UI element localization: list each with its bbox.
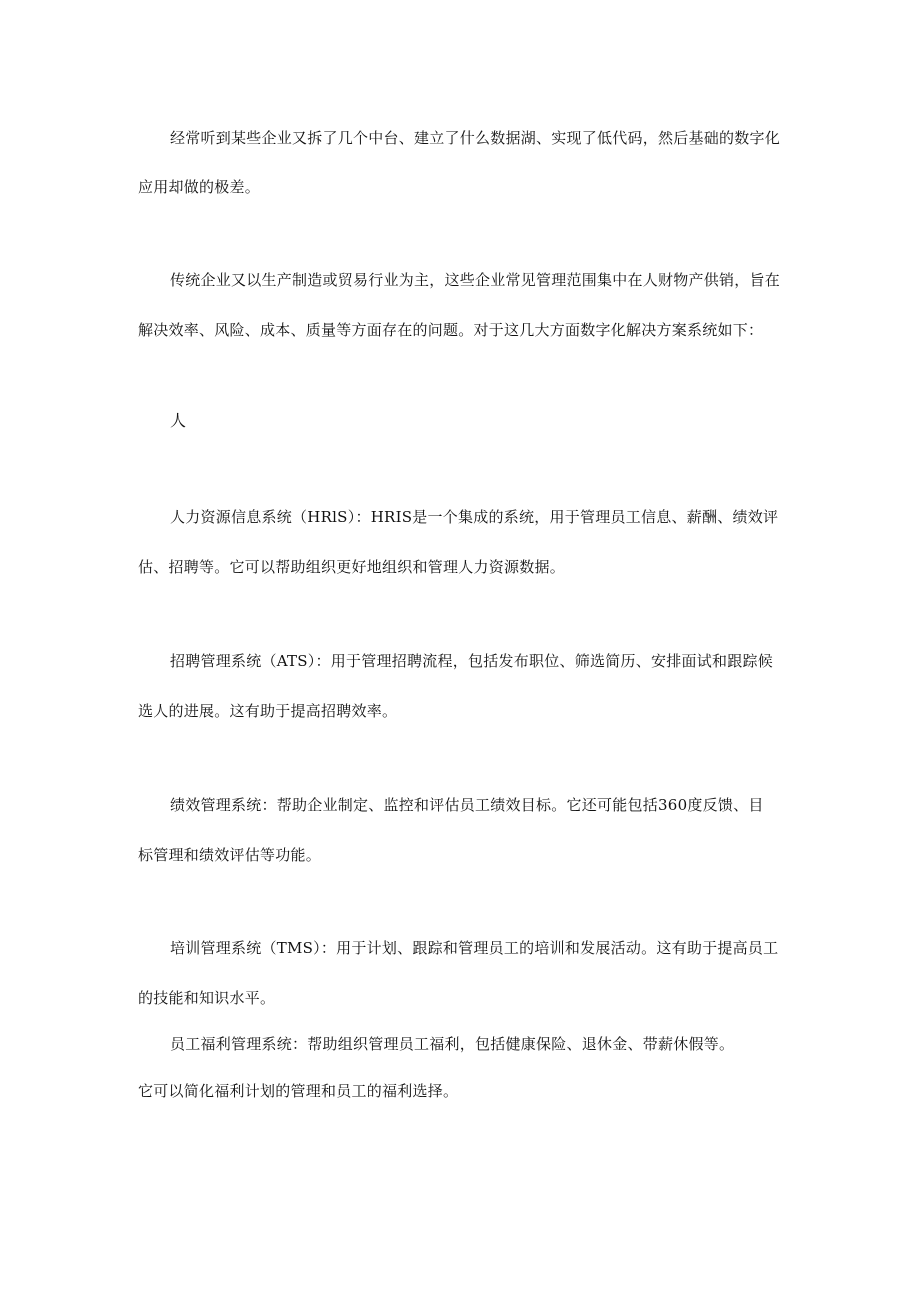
hris-line-2: 估、招聘等。它可以帮助组织更好地组织和管理人力资源数据。 <box>138 558 566 576</box>
traditional-enterprise-line-1: 传统企业又以生产制造或贸易行业为主，这些企业常见管理范围集中在人财物产供销，旨在 <box>170 271 781 289</box>
intro-line-2: 应用却做的极差。 <box>138 178 261 196</box>
hris-line-1: 人力资源信息系统（HRlS）：HRIS是一个集成的系统，用于管理员工信息、薪酬、绩效评 <box>170 508 779 526</box>
performance-line-1: 绩效管理系统：帮助企业制定、监控和评估员工绩效目标。它还可能包括360度反馈、目 <box>170 796 764 814</box>
traditional-enterprise-line-2: 解决效率、风险、成本、质量等方面存在的问题。对于这几大方面数字化解决方案系统如下： <box>138 321 764 339</box>
training-line-1: 培训管理系统（TMS）：用于计划、跟踪和管理员工的培训和发展活动。这有助于提高员工 <box>170 939 779 957</box>
benefits-line-1: 员工福利管理系统：帮助组织管理员工福利，包括健康保险、退休金、带薪休假等。 <box>170 1035 735 1053</box>
training-line-2: 的技能和知识水平。 <box>138 989 276 1007</box>
benefits-line-2: 它可以简化福利计划的管理和员工的福利选择。 <box>138 1082 459 1100</box>
ats-line-1: 招聘管理系统（ATS）：用于管理招聘流程，包括发布职位、筛选简历、安排面试和跟踪候 <box>170 652 774 670</box>
intro-line-1: 经常听到某些企业又拆了几个中台、建立了什么数据湖、实现了低代码，然后基础的数字化 <box>170 129 781 147</box>
performance-line-2: 标管理和绩效评估等功能。 <box>138 846 322 864</box>
people-heading-text: 人 <box>170 411 187 430</box>
ats-line-2: 选人的进展。这有助于提高招聘效率。 <box>138 702 398 720</box>
